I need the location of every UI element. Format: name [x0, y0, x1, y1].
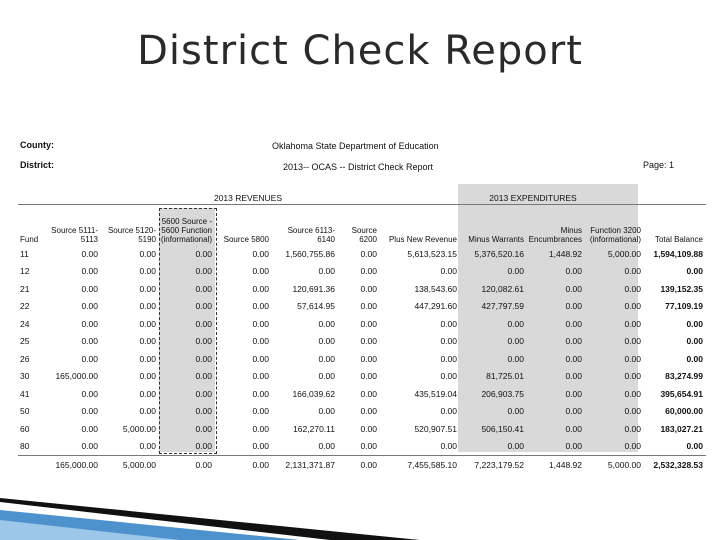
value-cell: 0.00 — [318, 336, 335, 347]
value-cell: 0.00 — [686, 441, 703, 452]
value-cell: 0.00 — [360, 283, 377, 294]
value-cell: 0.00 — [139, 406, 156, 417]
value-cell: 0.00 — [195, 266, 212, 277]
column-header: Total Balance — [654, 235, 703, 244]
value-cell: 0.00 — [624, 353, 641, 364]
value-cell: 0.00 — [81, 388, 98, 399]
value-cell: 0.00 — [565, 406, 582, 417]
table-row — [18, 403, 706, 421]
revenues-header: 2013 REVENUES — [213, 193, 283, 203]
value-cell: 0.00 — [252, 301, 269, 312]
value-cell: 139,152.35 — [660, 283, 703, 294]
value-cell: 0.00 — [139, 318, 156, 329]
total-cell: 2,532,328.53 — [644, 456, 706, 474]
value-cell: 60,000.00 — [665, 406, 703, 417]
value-cell: 520,907.51 — [414, 423, 457, 434]
value-cell: 0.00 — [81, 406, 98, 417]
value-cell: 0.00 — [440, 371, 457, 382]
value-cell: 0.00 — [195, 318, 212, 329]
value-cell: 0.00 — [252, 248, 269, 259]
value-cell: 0.00 — [624, 441, 641, 452]
fund-cell: 11 — [20, 248, 29, 259]
value-cell: 0.00 — [360, 353, 377, 364]
report-subtitle: 2013-- OCAS -- District Check Report — [283, 162, 434, 172]
table-row — [18, 298, 706, 316]
corner-decoration — [0, 450, 420, 540]
value-cell: 5,376,520.16 — [474, 248, 524, 259]
value-cell: 0.00 — [507, 441, 524, 452]
value-cell: 0.00 — [195, 423, 212, 434]
value-cell: 0.00 — [624, 423, 641, 434]
value-cell: 0.00 — [360, 318, 377, 329]
value-cell: 427,797.59 — [481, 301, 524, 312]
fund-cell: 12 — [20, 266, 30, 277]
value-cell: 0.00 — [624, 406, 641, 417]
value-cell: 0.00 — [139, 371, 156, 382]
value-cell: 0.00 — [686, 353, 703, 364]
value-cell: 506,150.41 — [481, 423, 524, 434]
value-cell: 0.00 — [360, 388, 377, 399]
value-cell: 0.00 — [318, 371, 335, 382]
value-cell: 0.00 — [81, 318, 98, 329]
value-cell: 0.00 — [252, 388, 269, 399]
value-cell: 0.00 — [440, 318, 457, 329]
value-cell: 0.00 — [81, 353, 98, 364]
value-cell: 0.00 — [565, 301, 582, 312]
value-cell: 0.00 — [195, 441, 212, 452]
value-cell: 0.00 — [139, 441, 156, 452]
value-cell: 0.00 — [565, 266, 582, 277]
total-cell: 5,000.00 — [101, 456, 159, 474]
district-check-report — [18, 132, 708, 470]
value-cell: 0.00 — [565, 388, 582, 399]
table-row — [18, 333, 706, 351]
value-cell: 0.00 — [360, 441, 377, 452]
value-cell: 162,270.11 — [293, 423, 335, 434]
value-cell: 83,274.99 — [665, 371, 703, 382]
value-cell: 120,691.36 — [292, 283, 335, 294]
value-cell: 0.00 — [440, 406, 457, 417]
value-cell: 0.00 — [318, 406, 335, 417]
value-cell: 0.00 — [139, 388, 156, 399]
value-cell: 0.00 — [81, 248, 98, 259]
value-cell: 0.00 — [686, 336, 703, 347]
value-cell: 0.00 — [195, 336, 212, 347]
value-cell: 0.00 — [81, 301, 98, 312]
fund-cell: 26 — [20, 353, 30, 364]
value-cell: 0.00 — [507, 318, 524, 329]
column-header: Source 6113-6140 — [287, 226, 335, 244]
value-cell: 0.00 — [565, 336, 582, 347]
value-cell: 0.00 — [318, 318, 335, 329]
total-cell: 0.00 — [159, 456, 215, 474]
value-cell: 0.00 — [507, 336, 524, 347]
value-cell: 166,039.62 — [292, 388, 335, 399]
value-cell: 0.00 — [81, 423, 98, 434]
value-cell: 0.00 — [360, 406, 377, 417]
expenditures-header: 2013 EXPENDITURES — [489, 193, 577, 203]
column-header: Fund — [20, 235, 39, 244]
value-cell: 435,519.04 — [414, 388, 457, 399]
value-cell: 0.00 — [360, 266, 377, 277]
total-cell: 5,000.00 — [585, 456, 644, 474]
value-cell: 0.00 — [195, 301, 212, 312]
county-label: County: — [20, 140, 54, 150]
total-cell: 0.00 — [338, 456, 380, 474]
value-cell: 0.00 — [195, 283, 212, 294]
table-row — [18, 315, 706, 333]
value-cell: 0.00 — [360, 248, 377, 259]
value-cell: 0.00 — [507, 406, 524, 417]
value-cell: 0.00 — [624, 388, 641, 399]
value-cell: 0.00 — [440, 336, 457, 347]
fund-cell: 30 — [20, 371, 30, 382]
column-header: Source 5120-5190 — [107, 226, 156, 244]
value-cell: 0.00 — [252, 266, 269, 277]
slide-title: District Check Report — [137, 28, 583, 74]
value-cell: 0.00 — [139, 301, 156, 312]
value-cell: 138,543.60 — [414, 283, 457, 294]
report-table — [18, 204, 706, 474]
total-cell: 2,131,371.87 — [272, 456, 338, 474]
agency-name: Oklahoma State Department of Education — [272, 141, 439, 151]
table-row — [18, 350, 706, 368]
value-cell: 0.00 — [252, 423, 269, 434]
value-cell: 0.00 — [624, 266, 641, 277]
value-cell: 0.00 — [565, 283, 582, 294]
value-cell: 0.00 — [81, 266, 98, 277]
table-row — [18, 385, 706, 403]
value-cell: 0.00 — [360, 371, 377, 382]
value-cell: 0.00 — [252, 336, 269, 347]
value-cell: 0.00 — [81, 441, 98, 452]
fund-cell: 24 — [20, 318, 30, 329]
value-cell: 0.00 — [624, 336, 641, 347]
value-cell: 0.00 — [252, 406, 269, 417]
value-cell: 0.00 — [360, 336, 377, 347]
value-cell: 165,000.00 — [55, 371, 98, 382]
value-cell: 0.00 — [565, 423, 582, 434]
value-cell: 0.00 — [507, 266, 524, 277]
value-cell: 0.00 — [252, 371, 269, 382]
district-label: District: — [20, 160, 55, 170]
value-cell: 183,027.21 — [660, 423, 703, 434]
value-cell: 5,000.00 — [607, 248, 641, 259]
total-cell: 7,455,585.10 — [380, 456, 460, 474]
value-cell: 0.00 — [624, 283, 641, 294]
value-cell: 5,000.00 — [122, 423, 156, 434]
column-header: Minus Warrants — [468, 235, 524, 244]
value-cell: 0.00 — [624, 301, 641, 312]
value-cell: 0.00 — [318, 353, 335, 364]
value-cell: 1,594,109.88 — [653, 248, 703, 259]
value-cell: 0.00 — [195, 353, 212, 364]
value-cell: 0.00 — [81, 283, 98, 294]
value-cell: 0.00 — [686, 318, 703, 329]
column-header: Minus Encumbrances — [528, 226, 582, 244]
value-cell: 1,560,755.86 — [285, 248, 335, 259]
value-cell: 0.00 — [139, 248, 156, 259]
value-cell: 0.00 — [360, 423, 377, 434]
value-cell: 81,725.01 — [486, 371, 524, 382]
value-cell: 0.00 — [81, 336, 98, 347]
fund-cell: 21 — [20, 283, 30, 294]
value-cell: 0.00 — [507, 353, 524, 364]
value-cell: 0.00 — [139, 283, 156, 294]
column-header: Source 6200 — [351, 226, 377, 244]
value-cell: 0.00 — [360, 301, 377, 312]
value-cell: 0.00 — [565, 353, 582, 364]
column-header: Plus New Revenue — [388, 235, 457, 244]
value-cell: 0.00 — [440, 266, 457, 277]
table-row — [18, 368, 706, 386]
value-cell: 0.00 — [139, 266, 156, 277]
value-cell: 0.00 — [624, 371, 641, 382]
page-number: Page: 1 — [643, 160, 675, 170]
fund-cell: 22 — [20, 301, 30, 312]
value-cell: 5,613,523.15 — [407, 248, 457, 259]
value-cell: 0.00 — [195, 248, 212, 259]
table-row — [18, 263, 706, 281]
column-header: Source 5111-5113 — [51, 226, 98, 244]
fund-cell: 60 — [20, 423, 30, 434]
value-cell: 0.00 — [195, 388, 212, 399]
value-cell: 0.00 — [318, 266, 335, 277]
table-row — [18, 280, 706, 298]
value-cell: 395,654.91 — [660, 388, 703, 399]
value-cell: 0.00 — [686, 266, 703, 277]
value-cell: 447,291.60 — [414, 301, 457, 312]
value-cell: 0.00 — [252, 353, 269, 364]
value-cell: 1,448.92 — [548, 248, 582, 259]
table-row — [18, 420, 706, 438]
column-header: Function 3200 (informational) — [589, 226, 641, 244]
value-cell: 0.00 — [565, 441, 582, 452]
column-header: Source 5800 — [223, 235, 269, 244]
table-row — [18, 245, 706, 263]
fund-cell: 50 — [20, 406, 30, 417]
value-cell: 77,109.19 — [665, 301, 703, 312]
value-cell: 0.00 — [195, 406, 212, 417]
value-cell: 0.00 — [624, 318, 641, 329]
value-cell: 0.00 — [440, 441, 457, 452]
value-cell: 0.00 — [252, 441, 269, 452]
value-cell: 0.00 — [139, 353, 156, 364]
table-header-row — [18, 204, 706, 245]
total-cell: 7,223,179.52 — [460, 456, 527, 474]
value-cell: 0.00 — [440, 353, 457, 364]
fund-cell: 41 — [20, 388, 30, 399]
value-cell: 0.00 — [139, 336, 156, 347]
fund-cell: 25 — [20, 336, 30, 347]
value-cell: 206,903.75 — [481, 388, 524, 399]
value-cell: 0.00 — [565, 371, 582, 382]
value-cell: 0.00 — [252, 318, 269, 329]
total-cell: 1,448.92 — [527, 456, 585, 474]
fund-cell: 80 — [20, 441, 30, 452]
value-cell: 0.00 — [195, 371, 212, 382]
column-header: 5600 Source - 5600 Function (informational) — [160, 217, 212, 244]
value-cell: 57,614.95 — [297, 301, 335, 312]
total-cell: 165,000.00 — [48, 456, 101, 474]
value-cell: 0.00 — [565, 318, 582, 329]
value-cell: 0.00 — [318, 441, 335, 452]
value-cell: 120,082.61 — [481, 283, 524, 294]
total-cell: 0.00 — [215, 456, 272, 474]
value-cell: 0.00 — [252, 283, 269, 294]
